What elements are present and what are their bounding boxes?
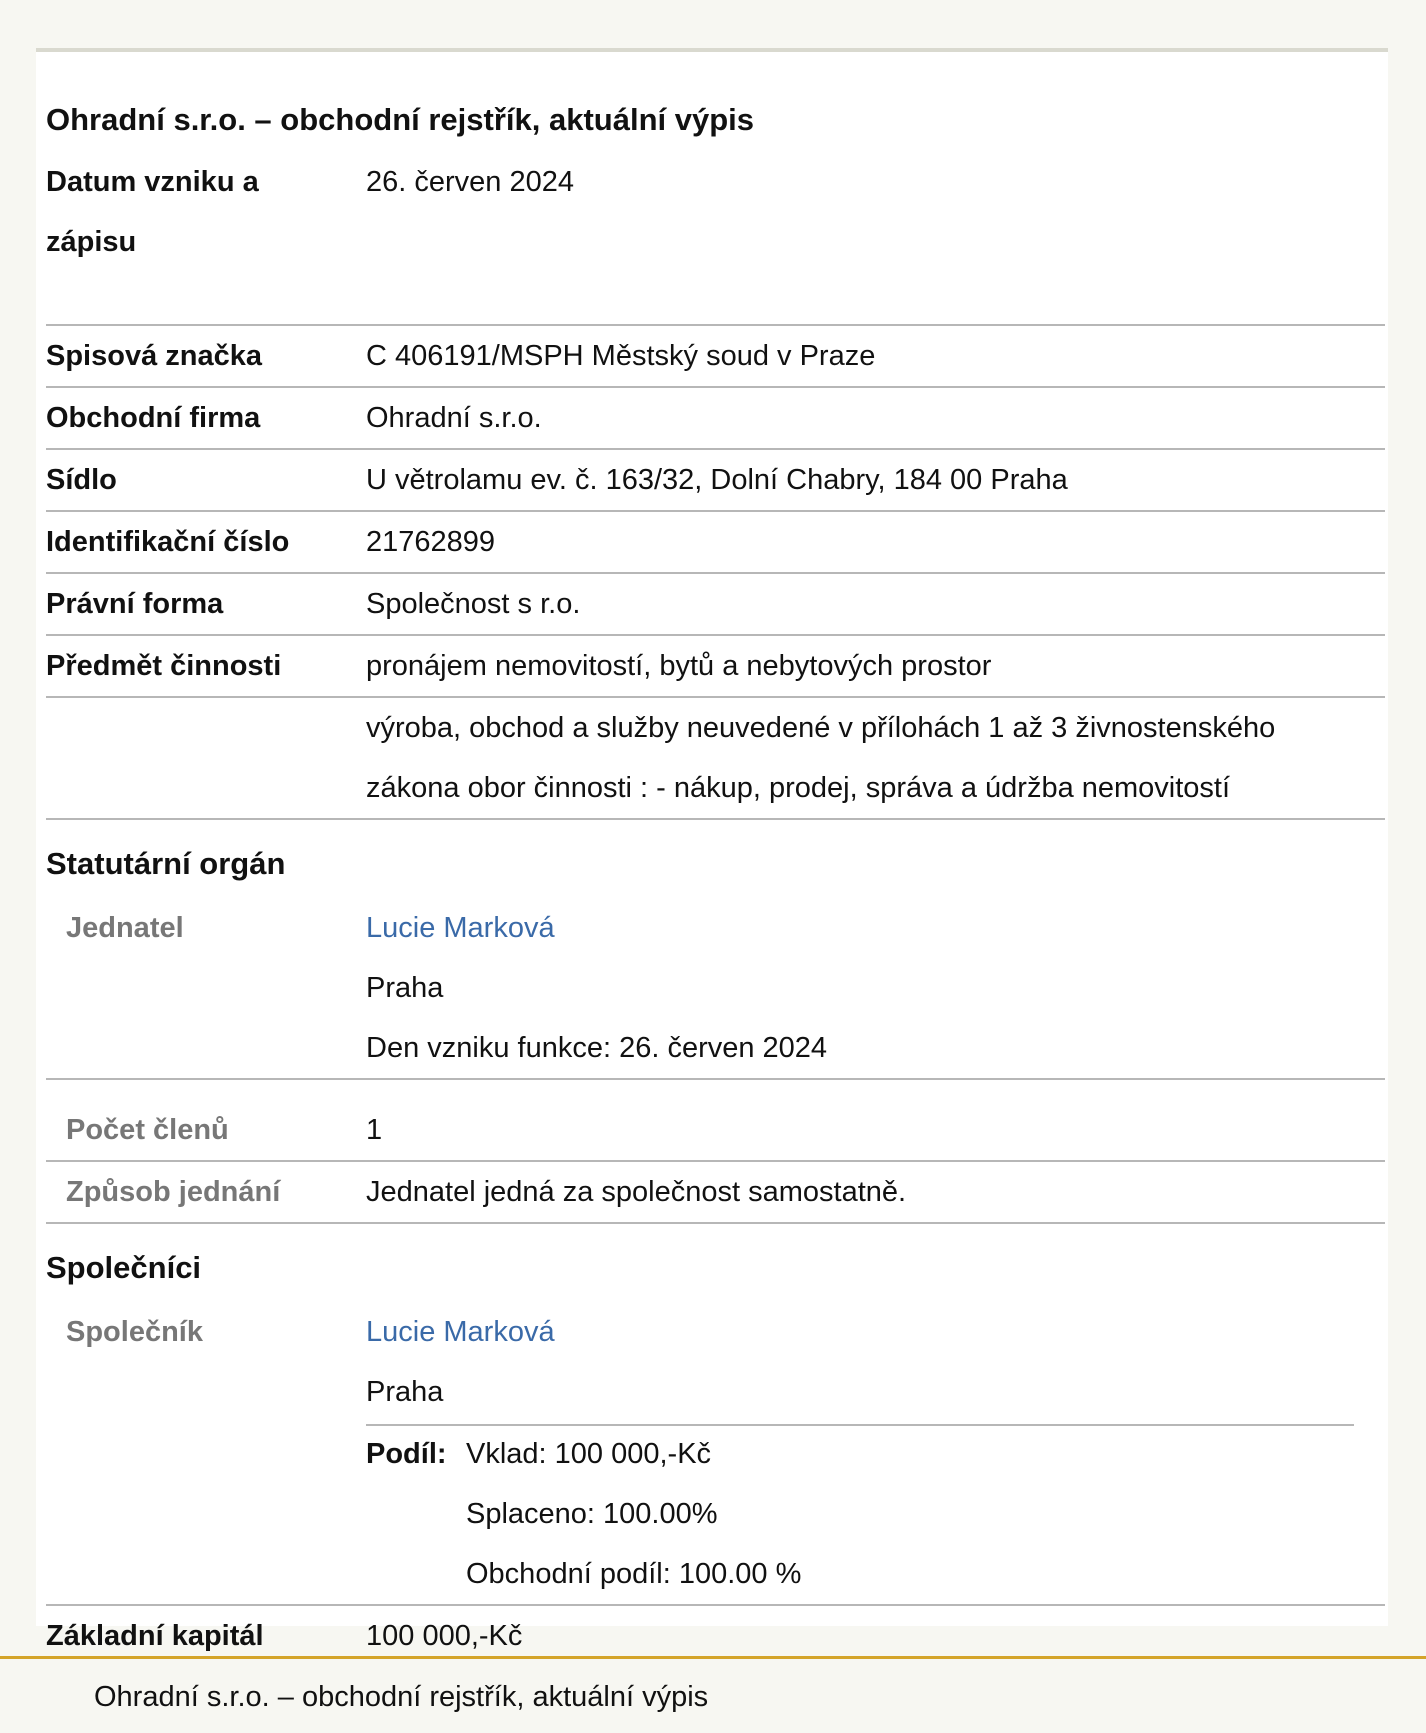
row-predmet-cinnosti	[46, 636, 1385, 698]
row-pravni-forma	[46, 574, 1385, 636]
value-obchodni-firma: Ohradní s.r.o.	[366, 402, 542, 434]
value-datum-vzniku: 26. červen 2024	[366, 166, 574, 198]
label-pocet-clenu: Počet členů	[66, 1114, 229, 1146]
value-pravni-forma: Společnost s r.o.	[366, 588, 581, 620]
label-zakladni-kapital: Základní kapitál	[46, 1620, 264, 1652]
label-sidlo: Sídlo	[46, 464, 117, 496]
label-zpusob-jednani: Způsob jednání	[66, 1176, 281, 1208]
value-obchodni-podil: Obchodní podíl: 100.00 %	[466, 1558, 802, 1590]
label-obchodni-firma: Obchodní firma	[46, 402, 261, 434]
link-spolecnik-name[interactable]: Lucie Marková	[366, 1316, 555, 1348]
label-podil: Podíl:	[366, 1438, 447, 1470]
value-spolecnik-city: Praha	[366, 1376, 444, 1408]
label-datum-vzniku-line1: Datum vzniku a	[46, 166, 259, 198]
value-sidlo: U větrolamu ev. č. 163/32, Dolní Chabry, 184 00 Praha	[366, 464, 1068, 496]
row-obchodni-firma	[46, 388, 1385, 450]
row-identifikacni-cislo	[46, 512, 1385, 574]
value-predmet-cinnosti-2-line2: zákona obor činnosti : - nákup, prodej, správa a údržba nemovitostí	[366, 772, 1231, 804]
value-spisova-znacka: C 406191/MSPH Městský soud v Praze	[366, 340, 876, 372]
footer	[0, 1656, 1426, 1733]
page-title: Ohradní s.r.o. – obchodní rejstřík, aktuální výpis	[46, 102, 755, 137]
section-statutarni-organ: Statutární orgán	[46, 846, 286, 881]
section-spolecnici: Společníci	[46, 1250, 202, 1285]
label-pravni-forma: Právní forma	[46, 588, 224, 620]
value-zakladni-kapital: 100 000,-Kč	[366, 1620, 523, 1652]
label-identifikacni-cislo: Identifikační číslo	[46, 526, 290, 558]
register-extract-card	[36, 48, 1388, 1652]
value-pocet-clenu: 1	[366, 1114, 383, 1146]
row-pocet-clenu	[46, 1098, 1385, 1162]
link-jednatel-name[interactable]: Lucie Marková	[366, 912, 555, 944]
label-spolecnik: Společník	[66, 1316, 203, 1348]
row-predmet-cinnosti-2	[46, 698, 1385, 820]
label-jednatel: Jednatel	[66, 912, 184, 944]
value-jednatel-city: Praha	[366, 972, 444, 1004]
value-zpusob-jednani: Jednatel jedná za společnost samostatně.	[366, 1176, 907, 1208]
value-splaceno: Splaceno: 100.00%	[466, 1498, 718, 1530]
row-zpusob-jednani	[46, 1162, 1385, 1224]
row-spolecnik	[46, 1302, 1385, 1606]
row-jednatel	[46, 898, 1385, 1080]
label-predmet-cinnosti: Předmět činnosti	[46, 650, 282, 682]
value-predmet-cinnosti-2-line1: výroba, obchod a služby neuvedené v přílohách 1 až 3 živnostenského	[366, 712, 1276, 744]
value-identifikacni-cislo: 21762899	[366, 526, 496, 558]
row-datum-vzniku	[46, 152, 1385, 326]
label-datum-vzniku-line2: zápisu	[46, 226, 137, 258]
row-sidlo	[46, 450, 1385, 512]
value-jednatel-funkce: Den vzniku funkce: 26. červen 2024	[366, 1032, 828, 1064]
label-spisova-znacka: Spisová značka	[46, 340, 262, 372]
footer-title: Ohradní s.r.o. – obchodní rejstřík, aktuální výpis	[94, 1681, 709, 1713]
row-spisova-znacka	[46, 326, 1385, 388]
value-vklad: Vklad: 100 000,-Kč	[466, 1438, 712, 1470]
value-predmet-cinnosti-1: pronájem nemovitostí, bytů a nebytových prostor	[366, 650, 992, 682]
